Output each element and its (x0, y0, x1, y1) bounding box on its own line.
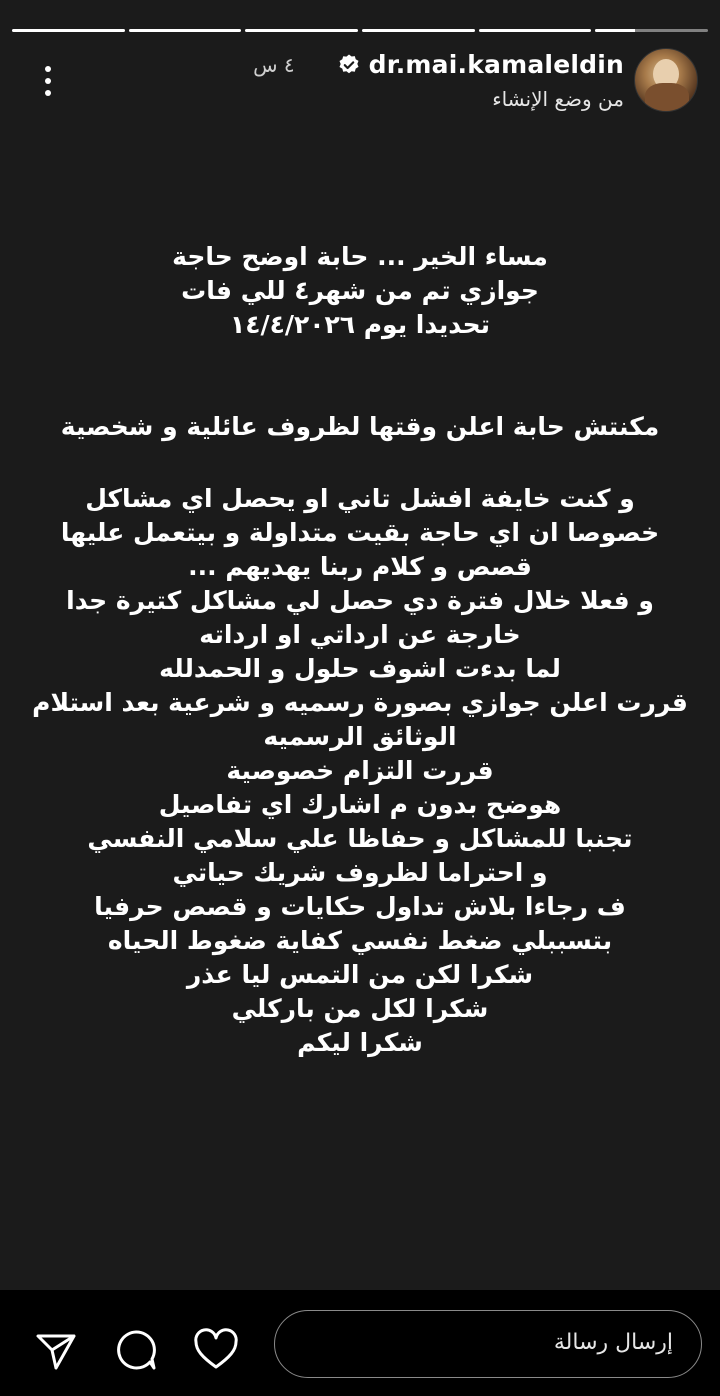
progress-segment (362, 29, 475, 32)
progress-segment (245, 29, 358, 32)
text-line: قررت التزام خصوصية (226, 756, 494, 785)
story-text (30, 240, 690, 1060)
progress-segment-fill (479, 29, 592, 32)
more-vertical-icon[interactable] (38, 66, 58, 100)
created-with-label: من وضع الإنشاء (492, 87, 624, 111)
text-line: بتسببلي ضغط نفسي كفاية ضغوط الحياه (107, 926, 613, 955)
username[interactable]: dr.mai.kamaleldin (368, 50, 624, 79)
progress-segment-fill (129, 29, 242, 32)
progress-segment-fill (595, 29, 634, 32)
text-line: تحديدا يوم ١٤/٤/٢٠٢٦ (229, 310, 491, 339)
text-line: تجنبا للمشاكل و حفاظا علي سلامي النفسي (87, 824, 633, 853)
send-icon[interactable] (32, 1326, 80, 1374)
progress-segment (595, 29, 708, 32)
progress-segment-fill (12, 29, 125, 32)
text-line: و احتراما لظروف شريك حياتي (172, 858, 548, 887)
text-line: شكرا لكل من باركلي (231, 994, 489, 1023)
text-line: مساء الخير ... حابة اوضح حاجة (172, 242, 548, 271)
text-line: ف رجاءا بلاش تداول حكايات و قصص حرفيا (94, 892, 626, 921)
text-line: خارجة عن ارداتي او ارداته (199, 620, 521, 649)
verified-badge-icon (337, 53, 361, 77)
text-line: و كنت خايفة افشل تاني او يحصل اي مشاكل (85, 484, 635, 513)
text-line: جوازي تم من شهر٤ للي فات (181, 276, 539, 305)
text-line: و فعلا خلال فترة دي حصل لي مشاكل كتيرة جدا (66, 586, 654, 615)
text-line: خصوصا ان اي حاجة بقيت متداولة و بيتعمل عليها (60, 518, 660, 547)
story-header (0, 44, 720, 124)
bottom-bar (0, 1290, 720, 1396)
user-block (253, 50, 624, 111)
progress-segment (479, 29, 592, 32)
text-group-reason (30, 410, 690, 444)
heart-icon[interactable] (192, 1326, 240, 1374)
text-line: قررت اعلن جوازي بصورة رسميه و شرعية بعد استلام (32, 688, 688, 717)
text-line: شكرا لكن من التمس ليا عذر (186, 960, 534, 989)
text-line: لما بدءت اشوف حلول و الحمدلله (159, 654, 561, 683)
text-line: هوضح بدون م اشارك اي تفاصيل (158, 790, 562, 819)
progress-segment (12, 29, 125, 32)
text-line: قصص و كلام ربنا يهديهم ... (188, 552, 532, 581)
comment-icon[interactable] (112, 1326, 160, 1374)
message-input[interactable]: إرسال رسالة (274, 1310, 702, 1378)
progress-segment-fill (245, 29, 358, 32)
text-line: الوثائق الرسميه (263, 722, 457, 751)
text-line: مكنتش حابة اعلن وقتها لظروف عائلية و شخصية (60, 412, 660, 441)
text-group-greeting (30, 240, 690, 342)
progress-segment (129, 29, 242, 32)
post-time: ٤ س (253, 52, 295, 77)
text-line: شكرا ليكم (297, 1028, 423, 1057)
progress-segment-fill (362, 29, 475, 32)
avatar[interactable] (634, 48, 698, 112)
story-progress-bar (12, 29, 708, 32)
text-group-details (30, 482, 690, 1060)
